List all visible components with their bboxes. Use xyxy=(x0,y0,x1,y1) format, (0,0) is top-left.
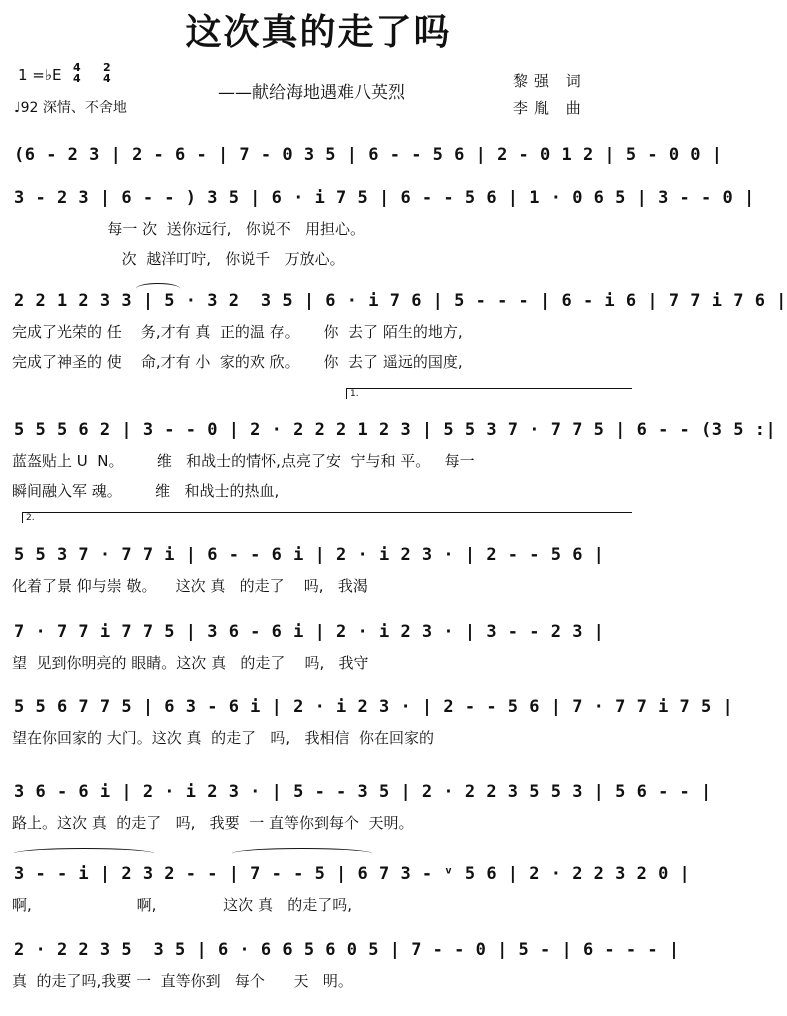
notation-line: 5 5 3 7 · 7 7 i | 6 - - 6 i | 2 · i 2 3 · | 2 - - 5 6 | xyxy=(14,545,605,565)
notation-line: 3 6 - 6 i | 2 · i 2 3 · | 5 - - 3 5 | 2 · 2 2 3 5 5 3 | 5 6 - - | xyxy=(14,782,712,802)
lyric-line: 真 的走了吗,我要 一 直等你到 每个 天 明。 xyxy=(12,972,353,990)
key-signature: 1 =♭E xyxy=(18,66,62,84)
slur-mark xyxy=(14,848,154,859)
notation-line: 5 5 6 7 7 5 | 6 3 - 6 i | 2 · i 2 3 · | 2 - - 5 6 | 7 · 7 7 i 7 5 | xyxy=(14,697,734,717)
time-signature-top: 4 xyxy=(73,61,81,74)
lyric-line: 次 越洋叮咛, 你说千 万放心。 xyxy=(12,250,345,268)
notation-line: 5 5 5 6 2 | 3 - - 0 | 2 · 2 2 2 1 2 3 | 5 5 3 7 · 7 7 5 | 6 - - (3 5 :| xyxy=(14,420,777,440)
notation-line: 7 · 7 7 i 7 7 5 | 3 6 - 6 i | 2 · i 2 3 · | 3 - - 2 3 | xyxy=(14,622,605,642)
notation-line: 2 2 1 2 3 3 | 5 · 3 2 3 5 | 6 · i 7 6 | 5 - - - | 6 - i 6 | 7 7 i 7 6 | xyxy=(14,291,787,311)
lyric-line: 望在你回家的 大门。这次 真 的走了 吗, 我相信 你在回家的 xyxy=(12,729,434,747)
lyric-line: 完成了神圣的 使 命,才有 小 家的欢 欣。 你 去了 遥远的国度, xyxy=(12,353,463,371)
tempo-marking: ♩92 深情、不舍地 xyxy=(14,100,127,116)
composer-credit: 李胤 曲 xyxy=(513,99,587,117)
time-signature-bottom: 4 xyxy=(103,72,111,85)
dedication: ——献给海地遇难八英烈 xyxy=(218,83,405,103)
lyricist-credit: 黎强 词 xyxy=(513,72,587,90)
time-signature-bottom: 4 xyxy=(73,72,81,85)
lyric-line: 完成了光荣的 任 务,才有 真 正的温 存。 你 去了 陌生的地方, xyxy=(12,323,463,341)
volta-second-ending: 2. xyxy=(22,512,632,523)
lyric-line: 蓝盔贴上 U N。 维 和战士的情怀,点亮了安 宁与和 平。 每一 xyxy=(12,452,475,470)
notation-line: 2 · 2 2 3 5 3 5 | 6 · 6 6 5 6 0 5 | 7 - - 0 | 5 - | 6 - - - | xyxy=(14,940,680,960)
lyric-line: 啊, 啊, 这次 真 的走了吗, xyxy=(12,896,353,914)
lyric-line: 化着了景 仰与崇 敬。 这次 真 的走了 吗, 我渴 xyxy=(12,577,368,595)
notation-line: (6 - 2 3 | 2 - 6 - | 7 - 0 3 5 | 6 - - 5 6 | 2 - 0 1 2 | 5 - 0 0 | xyxy=(14,145,723,165)
slur-mark xyxy=(232,848,372,859)
time-signature-top: 2 xyxy=(103,61,111,74)
lyric-line: 每一 次 送你远行, 你说不 用担心。 xyxy=(12,220,366,238)
time-signature-two-four xyxy=(103,62,111,84)
time-signature-four-four xyxy=(73,62,81,84)
lyric-line: 望 见到你明亮的 眼睛。这次 真 的走了 吗, 我守 xyxy=(12,654,369,672)
volta-first-ending: 1. xyxy=(346,388,632,399)
lyric-line: 瞬间融入军 魂。 维 和战士的热血, xyxy=(12,482,280,500)
song-title: 这次真的走了吗 xyxy=(185,12,452,53)
notation-line: 3 - 2 3 | 6 - - ) 3 5 | 6 · i 7 5 | 6 - - 5 6 | 1 · 0 6 5 | 3 - - 0 | xyxy=(14,188,755,208)
lyric-line: 路上。这次 真 的走了 吗, 我要 一 直等你到每个 天明。 xyxy=(12,814,414,832)
notation-line: 3 - - i | 2 3 2 - - | 7 - - 5 | 6 7 3 - ᵛ 5 6 | 2 · 2 2 3 2 0 | xyxy=(14,864,691,884)
slur-mark xyxy=(136,283,180,294)
